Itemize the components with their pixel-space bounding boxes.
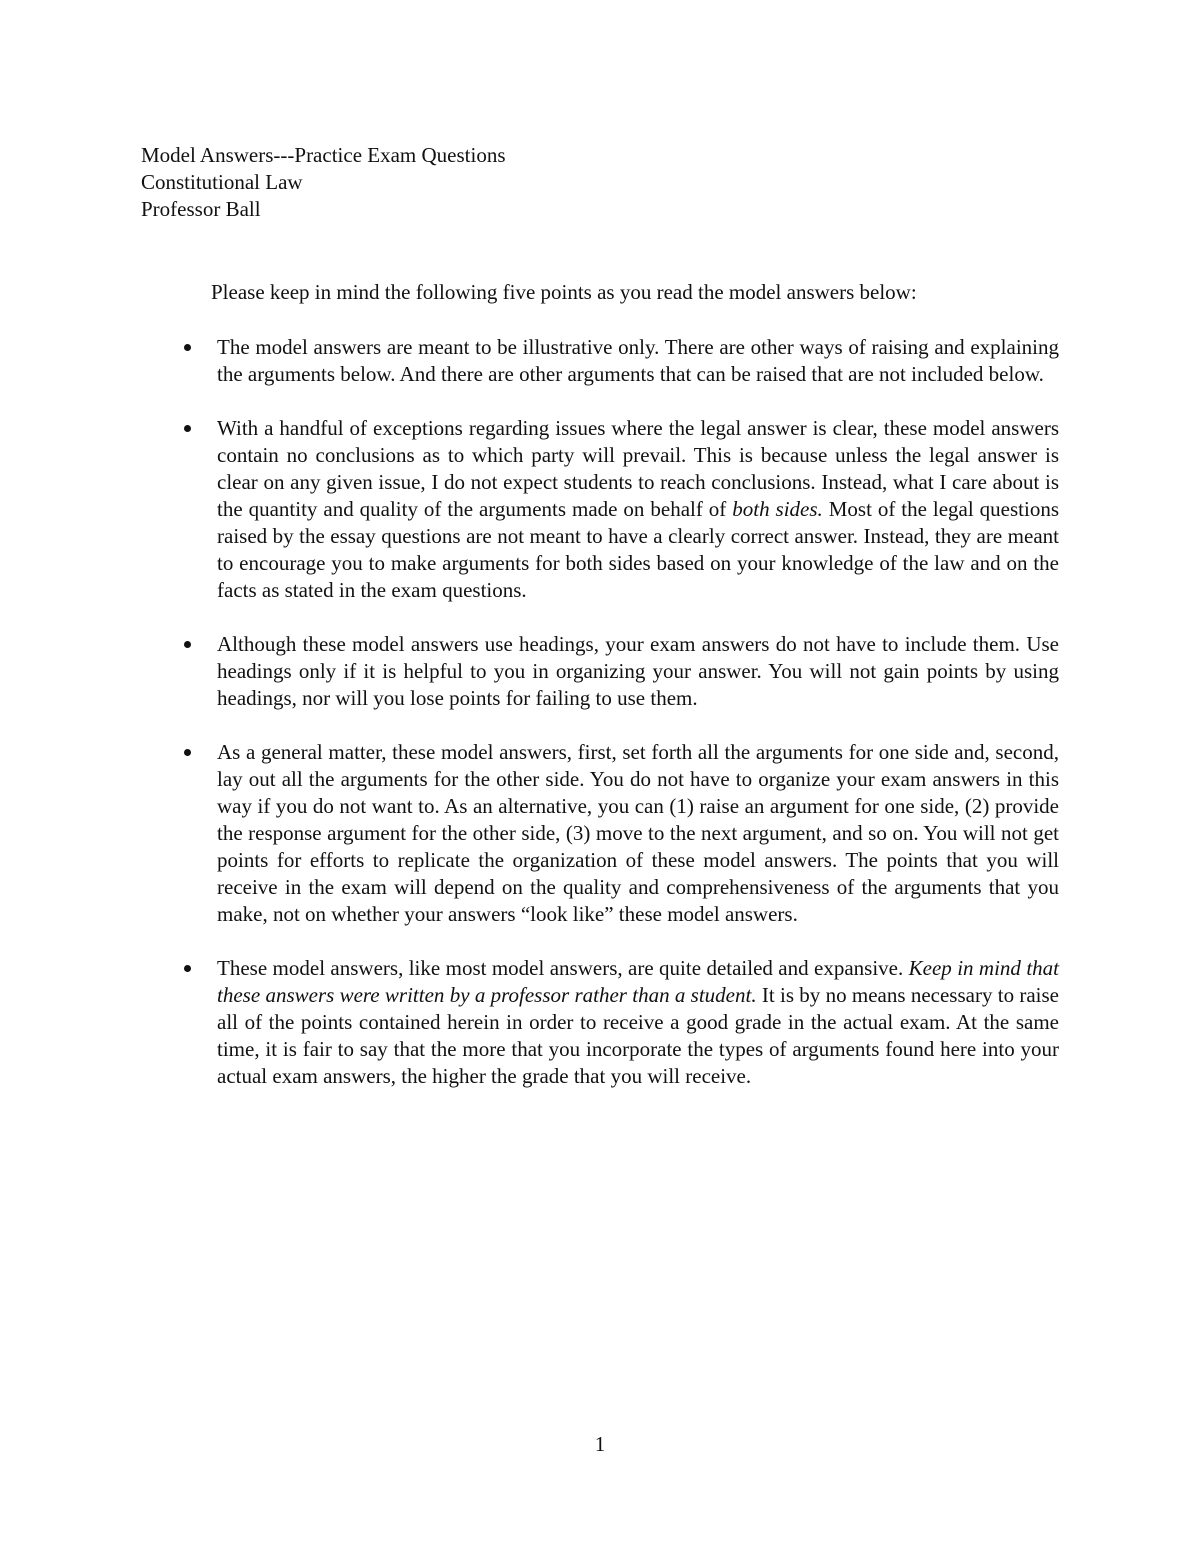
list-item-emphasis: Keep in mind that these answers were written by a professor rather than a student. xyxy=(217,956,1060,1007)
points-list xyxy=(141,334,1059,1117)
list-item-text-part: These model answers, like most model answers, are quite detailed and expansive. xyxy=(217,956,909,980)
list-item-text xyxy=(217,416,1059,602)
list-item xyxy=(141,739,1059,928)
list-item-text xyxy=(217,956,1059,1088)
professor-name: Professor Ball xyxy=(141,197,261,221)
list-item-text-part: It is by no means necessary to raise all of the points contained herein in order to receive a good grade in the actual exam. At the same time, it is fair to say that the more that you incorporate the types of arguments found here into your actual exam answers, the higher the grade that you will receive. xyxy=(217,983,1060,1088)
bullet-icon xyxy=(184,749,191,756)
list-item-text: The model answers are meant to be illustrative only. There are other ways of raising and explaining the arguments below. And there are other arguments that can be raised that are not included below. xyxy=(217,335,1059,386)
list-item-text-part: With a handful of exceptions regarding issues where the legal answer is clear, these model answers contain no conclusions as to which party will prevail. This is because unless the legal answer is clear on any given issue, I do not expect students to reach conclusions. Instead, what I care about is the quantity and quality of the arguments made on behalf of xyxy=(217,416,1059,521)
document-header xyxy=(141,142,506,223)
list-item xyxy=(141,955,1059,1090)
bullet-icon xyxy=(184,344,191,351)
bullet-icon xyxy=(184,965,191,972)
list-item-text: Although these model answers use headings, your exam answers do not have to include them. Use headings only if it is helpful to you in organizing your answer. You will not gain points by using headings, nor will you lose points for failing to use them. xyxy=(217,632,1059,710)
intro-paragraph: Please keep in mind the following five points as you read the model answers below: xyxy=(211,280,917,304)
bullet-icon xyxy=(184,641,191,648)
list-item xyxy=(141,415,1059,604)
document-title: Model Answers---Practice Exam Questions xyxy=(141,143,506,167)
course-name: Constitutional Law xyxy=(141,170,303,194)
list-item xyxy=(141,334,1059,388)
bullet-icon xyxy=(184,425,191,432)
page-number: 1 xyxy=(594,1432,606,1456)
list-item-emphasis: both sides. xyxy=(732,497,823,521)
list-item-text: As a general matter, these model answers, first, set forth all the arguments for one side and, second, lay out all the arguments for the other side. You do not have to organize your exam answers in this way if you do not want to. As an alternative, you can (1) raise an argument for one side, (2) provide the response argument for the other side, (3) move to the next argument, and so on. You will not get points for efforts to replicate the organization of these model answers. The points that you will receive in the exam will depend on the quality and comprehensiveness of the arguments that you make, not on whether your answers “look like” these model answers. xyxy=(217,740,1059,926)
list-item-text-part: Most of the legal questions raised by the essay questions are not meant to have a clearly correct answer. Instead, they are meant to encourage you to make arguments for both sides based on your knowledge of the law and on the facts as stated in the exam questions. xyxy=(217,497,1059,602)
list-item xyxy=(141,631,1059,712)
